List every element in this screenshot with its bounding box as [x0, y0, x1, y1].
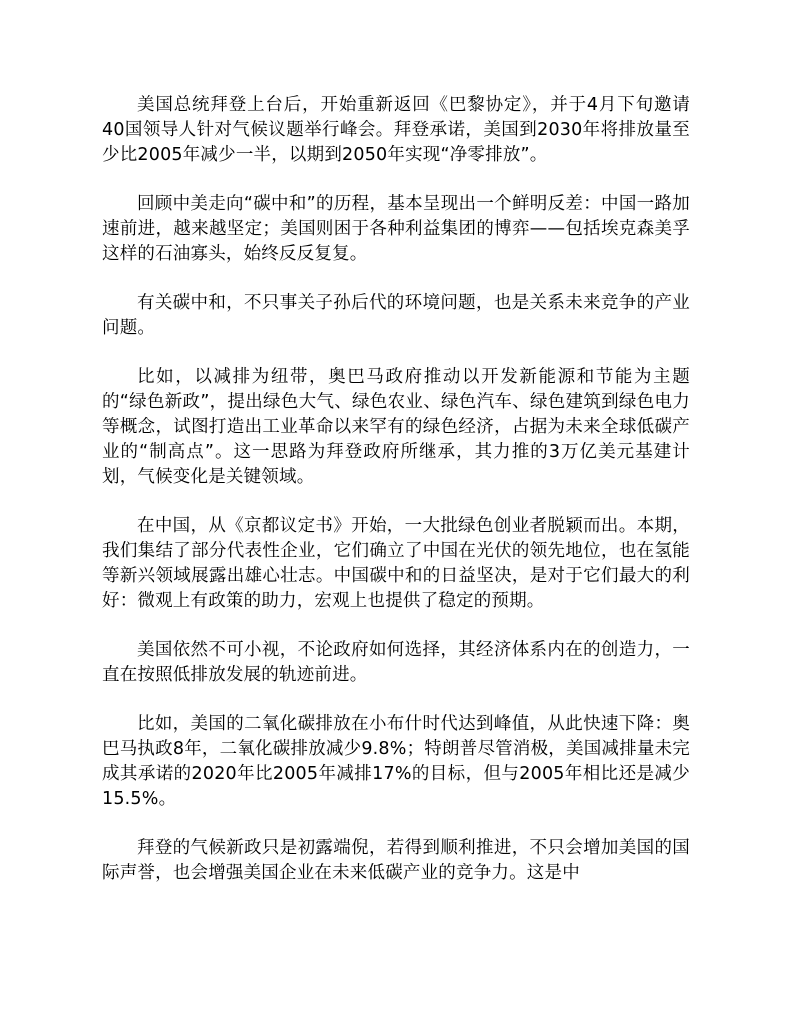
paragraph: 回顾中美走向“碳中和”的历程，基本呈现出一个鲜明反差：中国一路加速前进，越来越坚定；美国则困于各种利益集团的博弈——包括埃克森美孚这样的石油寡头，始终反反复复。: [102, 194, 690, 264]
paragraph: 在中国，从《京都议定书》开始，一大批绿色创业者脱颖而出。本期，我们集结了部分代表性企业，它们确立了中国在光伏的领先地位，也在氢能等新兴领域展露出雄心壮志。中国碳中和的日益坚决，是对于它们最大的利好：微观上有政策的助力，宏观上也提供了稳定的预期。: [102, 516, 690, 611]
paragraph: 拜登的气候新政只是初露端倪，若得到顺利推进，不只会增加美国的国际声誉，也会增强美国企业在未来低碳产业的竞争力。这是中: [102, 838, 690, 883]
paragraph: 美国依然不可小视，不论政府如何选择，其经济体系内在的创造力，一直在按照低排放发展的轨迹前进。: [102, 640, 690, 685]
paragraph: 比如，以减排为纽带，奥巴马政府推动以开发新能源和节能为主题的“绿色新政”，提出绿色大气、绿色农业、绿色汽车、绿色建筑到绿色电力等概念，试图打造出工业革命以来罕有的绿色经济，占据为未来全球低碳产业的“制高点”。这一思路为拜登政府所继承，其力推的3万亿美元基建计划，气候变化是关键领域。: [102, 367, 690, 487]
paragraph: 有关碳中和，不只事关子孙后代的环境问题，也是关系未来竞争的产业问题。: [102, 293, 690, 338]
paragraph: 美国总统拜登上台后，开始重新返回《巴黎协定》，并于4月下旬邀请40国领导人针对气候议题举行峰会。拜登承诺，美国到2030年将排放量至少比2005年减少一半，以期到2050年实现“净零排放”。: [102, 95, 690, 165]
document-page: [102, 93, 690, 910]
paragraph: 比如，美国的二氧化碳排放在小布什时代达到峰值，从此快速下降：奥巴马执政8年，二氧化碳排放减少9.8%；特朗普尽管消极，美国减排量未完成其承诺的2020年比2005年减排17%的目标，但与2005年相比还是减少15.5%。: [102, 714, 690, 809]
